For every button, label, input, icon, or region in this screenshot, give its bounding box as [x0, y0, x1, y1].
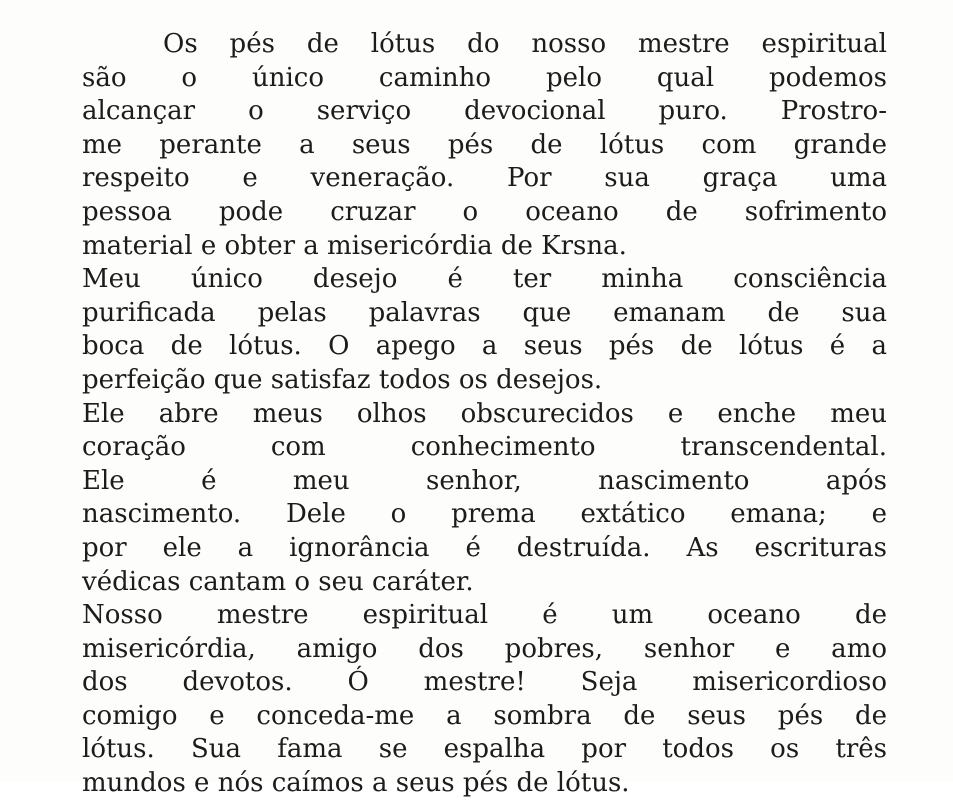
paragraph-1 [82, 28, 887, 263]
text-line: lótus. Sua fama se espalha por todos os três [82, 734, 887, 765]
text-line: misericórdia, amigo dos pobres, senhor e amo [82, 633, 887, 664]
text-line: alcançar o serviço devocional puro. Prostro- [82, 96, 887, 127]
text-line: Nosso mestre espiritual é um oceano de [82, 600, 887, 631]
text-line: purificada pelas palavras que emanam de sua [82, 297, 887, 328]
paragraph-2 [82, 263, 887, 397]
text-line: mundos e nós caímos a seus pés de lótus. [82, 768, 630, 799]
text-line: Ele é meu senhor, nascimento após [82, 465, 887, 496]
text-line: comigo e conceda-me a sombra de seus pés de [82, 700, 887, 731]
text-line: védicas cantam o seu caráter. [82, 566, 474, 597]
text-line: Ele abre meus olhos obscurecidos e enche meu [82, 398, 887, 429]
text-line: nascimento. Dele o prema extático emana; e [82, 499, 887, 530]
text-line: por ele a ignorância é destruída. As escrituras [82, 532, 887, 563]
text-line: dos devotos. Ó mestre! Seja misericordioso [82, 667, 887, 698]
text-line: são o único caminho pelo qual podemos [82, 62, 887, 93]
paragraph-3 [82, 398, 887, 600]
text-body [82, 28, 887, 801]
text-line: pessoa pode cruzar o oceano de sofrimento [82, 196, 887, 227]
text-line: respeito e veneração. Por sua graça uma [82, 163, 887, 194]
text-line: me perante a seus pés de lótus com grande [82, 129, 887, 160]
text-line: perfeição que satisfaz todos os desejos. [82, 364, 603, 395]
text-line: boca de lótus. O apego a seus pés de lótus é a [82, 331, 887, 362]
paragraph-4 [82, 599, 887, 801]
text-line: material e obter a misericórdia de Krsna. [82, 230, 627, 261]
text-line: Os pés de lótus do nosso mestre espiritual [163, 29, 887, 59]
text-line: coração com conhecimento transcendental. [82, 432, 887, 463]
text-line: Meu único desejo é ter minha consciência [82, 264, 887, 295]
